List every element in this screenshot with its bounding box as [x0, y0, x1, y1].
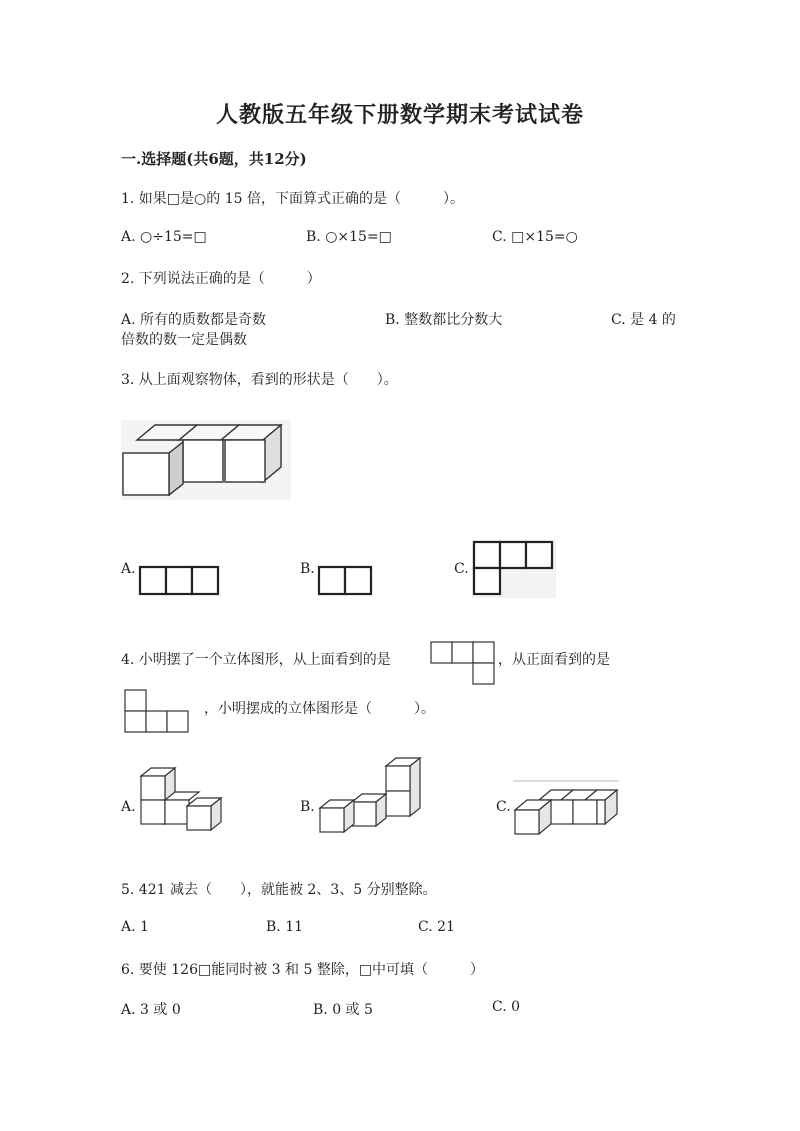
question-4-stem-part2: ，从正面看到的是 — [498, 652, 610, 668]
question-6-option-a[interactable]: A. 3 或 0 — [121, 1002, 181, 1018]
question-4-stem-part1: 4. 小明摆了一个立体图形，从上面看到的是 — [121, 652, 391, 668]
question-3-solid-figure — [121, 420, 291, 500]
question-5-option-c[interactable]: C. 21 — [418, 919, 455, 935]
question-2-stem: 2. 下列说法正确的是（ ） — [121, 271, 321, 287]
question-3-option-c-figure[interactable] — [472, 540, 556, 598]
question-4-option-c-label[interactable]: C. — [496, 799, 511, 815]
question-3-option-a-figure[interactable] — [139, 566, 219, 596]
question-5-option-b[interactable]: B. 11 — [266, 919, 304, 935]
question-1-option-b[interactable]: B. ○×15=□ — [306, 229, 392, 245]
section-heading: 一.选择题(共6题，共12分) — [121, 150, 307, 168]
question-4-option-a-label[interactable]: A. — [121, 799, 136, 815]
question-2-option-b[interactable]: B. 整数都比分数大 — [385, 312, 503, 328]
question-4-top-view-figure — [430, 641, 496, 685]
question-2-option-a[interactable]: A. 所有的质数都是奇数 — [121, 312, 267, 328]
question-4-option-a-figure[interactable] — [139, 764, 229, 830]
question-2-option-c[interactable]: C. 是 4 的 — [611, 312, 676, 328]
question-2-option-c-continued: 倍数的数一定是偶数 — [121, 332, 247, 348]
question-4-stem-part3: ，小明摆成的立体图形是（ ）。 — [204, 701, 435, 717]
question-6-option-b[interactable]: B. 0 或 5 — [313, 1002, 373, 1018]
question-1-stem: 1. 如果□是○的 15 倍，下面算式正确的是（ ）。 — [121, 191, 464, 207]
question-4-option-c-figure[interactable] — [513, 780, 619, 836]
question-3-option-b-figure[interactable] — [318, 566, 374, 596]
question-4-option-b-label[interactable]: B. — [300, 799, 315, 815]
question-3-stem: 3. 从上面观察物体，看到的形状是（ ）。 — [121, 372, 398, 388]
question-6-option-c[interactable]: C. 0 — [492, 999, 521, 1015]
question-1-option-a[interactable]: A. ○÷15=□ — [121, 229, 207, 245]
question-3-option-b-label[interactable]: B. — [300, 561, 315, 577]
question-3-option-c-label[interactable]: C. — [454, 561, 469, 577]
question-3-option-a-label[interactable]: A. — [121, 561, 136, 577]
question-4-front-view-figure — [124, 689, 190, 734]
page-title: 人教版五年级下册数学期末考试试卷 — [215, 102, 584, 128]
question-5-stem: 5. 421 减去（ ），就能被 2、3、5 分别整除。 — [121, 882, 437, 898]
question-4-option-b-figure[interactable] — [318, 756, 424, 836]
question-6-stem: 6. 要使 126□能同时被 3 和 5 整除，□中可填（ ） — [121, 962, 485, 978]
question-1-option-c[interactable]: C. □×15=○ — [492, 229, 578, 245]
question-5-option-a[interactable]: A. 1 — [121, 919, 149, 935]
